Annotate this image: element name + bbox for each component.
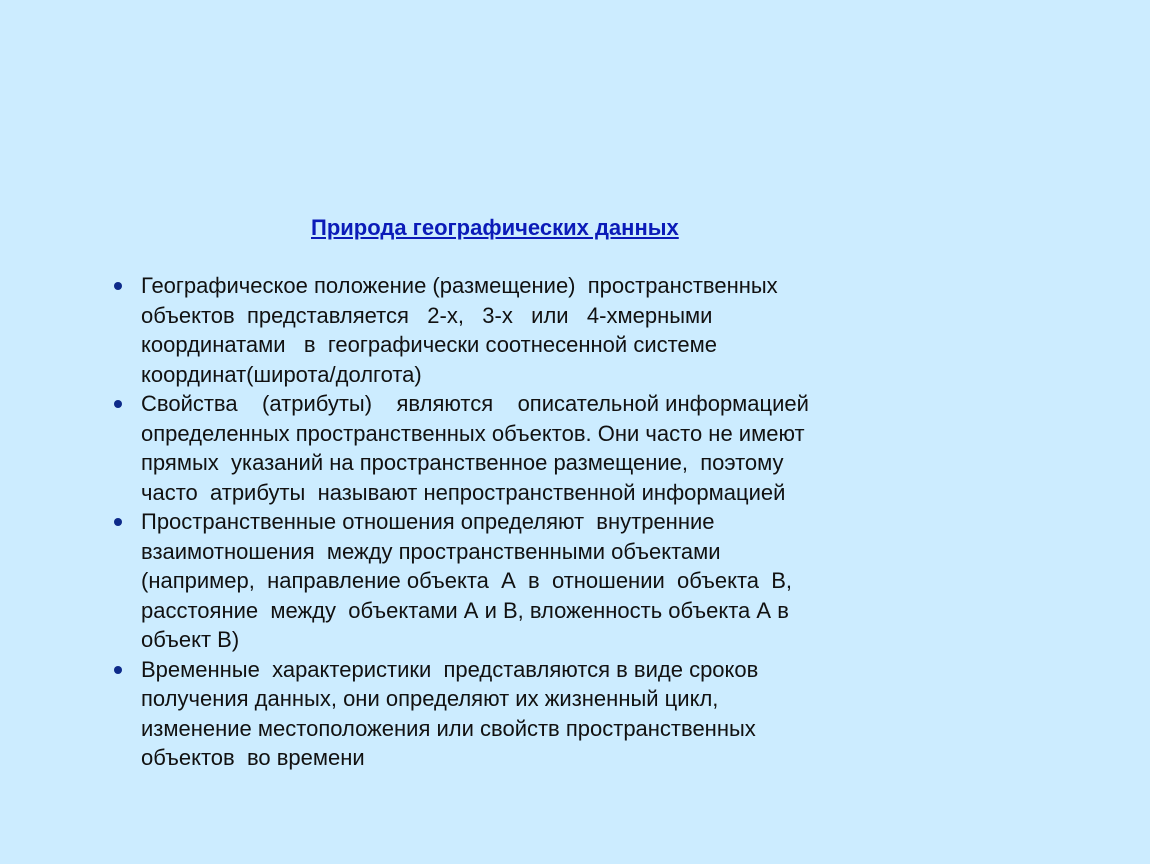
bullet-icon: [114, 400, 122, 408]
bullet-line: получения данных, они определяют их жизненный цикл,: [141, 686, 719, 711]
bullet-icon: [114, 666, 122, 674]
bullet-line: объектов представляется 2-х, 3-х или 4-хмерными: [141, 302, 713, 328]
bullet-icon: [114, 518, 122, 526]
bullet-line: объектов во времени: [141, 745, 365, 770]
bullet-line: (например, направление объекта А в отношении объекта В,: [141, 568, 793, 593]
bullet-icon: [114, 282, 122, 290]
bullet-line: взаимотношения между пространственными объектами: [141, 538, 721, 564]
bullet-item-location: [114, 271, 809, 389]
bullet-line: Временные характеристики представляются в виде сроков: [141, 656, 759, 682]
bullet-line: определенных пространственных объектов. Они часто не имеют: [141, 420, 805, 446]
bullet-line: Свойства (атрибуты) являются описательной информацией: [141, 391, 809, 416]
bullet-line: расстояние между объектами А и В, вложенность объекта А в: [141, 597, 789, 623]
bullet-line: координатами в географически соотнесенной системе: [141, 332, 718, 357]
bullet-line: часто атрибуты называют непространственной информацией: [141, 479, 786, 505]
bullet-line: Пространственные отношения определяют внутренние: [141, 509, 715, 534]
bullet-line: объект В): [141, 627, 240, 652]
bullet-line: изменение местоположения или свойств пространственных: [141, 715, 756, 741]
bullet-item-attributes: [114, 389, 809, 507]
bullet-list: [114, 271, 809, 773]
bullet-item-spatial-relations: [114, 507, 809, 655]
slide-title: Природа географических данных: [311, 215, 679, 240]
bullet-line: Географическое положение (размещение) пространственных: [141, 273, 778, 298]
bullet-item-temporal: [114, 655, 809, 773]
bullet-line: прямых указаний на пространственное размещение, поэтому: [141, 450, 784, 475]
bullet-line: координат(широта/долгота): [141, 361, 422, 387]
